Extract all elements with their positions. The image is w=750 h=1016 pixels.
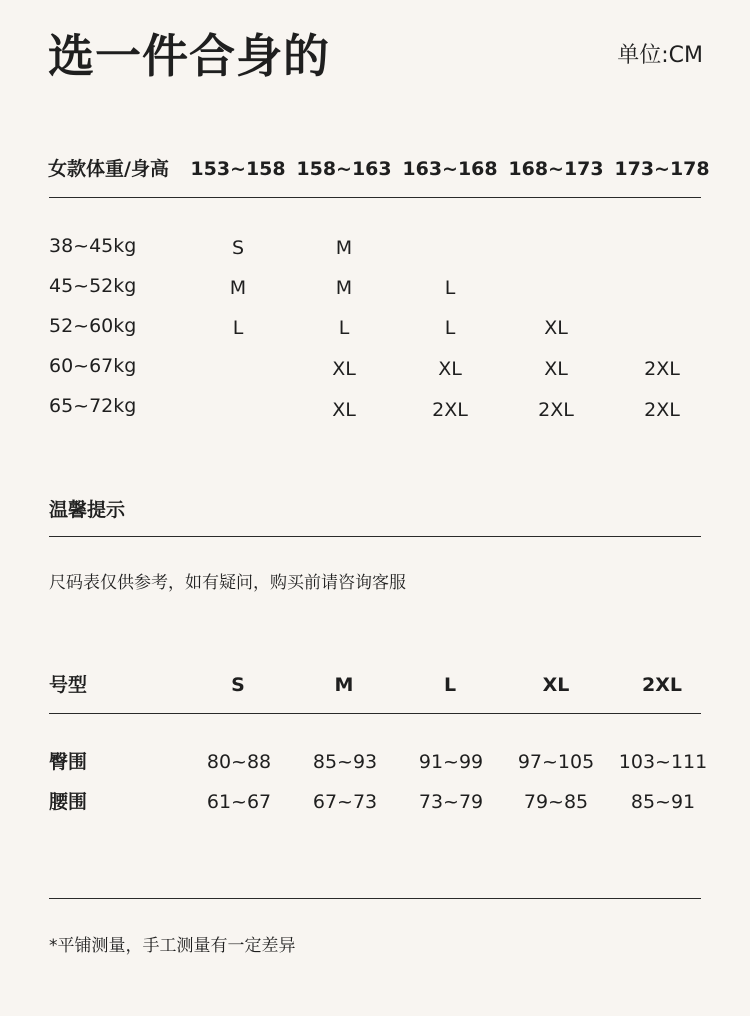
measure-table-divider (49, 713, 701, 714)
height-column-header: 153~158 (190, 158, 286, 180)
size-cell: 2XL (644, 358, 680, 380)
size-cell: L (444, 317, 456, 339)
measure-cell: 103~111 (618, 751, 708, 773)
height-column-header: 158~163 (296, 158, 392, 180)
size-column-header: 2XL (642, 674, 682, 696)
measure-cell: 85~93 (312, 751, 378, 773)
measure-cell: 73~79 (418, 791, 484, 813)
measure-cell: 85~91 (630, 791, 696, 813)
unit-label: 单位:CM (617, 43, 703, 68)
weight-row-label: 45~52kg (49, 275, 137, 297)
measure-cell: 67~73 (312, 791, 378, 813)
page-title: 选一件合身的 (48, 29, 330, 83)
size-cell: M (229, 277, 247, 299)
height-column-header: 168~173 (508, 158, 604, 180)
weight-row-label: 52~60kg (49, 315, 137, 337)
size-cell: XL (332, 399, 356, 421)
footnote: *平铺测量，手工测量有一定差异 (49, 936, 296, 956)
measure-cell: 91~99 (418, 751, 484, 773)
size-column-header: S (231, 674, 245, 696)
measure-row-label: 腰围 (49, 791, 88, 813)
height-column-header: 163~168 (402, 158, 498, 180)
size-cell: 2XL (644, 399, 680, 421)
size-column-header: L (443, 674, 457, 696)
measure-cell: 97~105 (517, 751, 595, 773)
size-cell: XL (438, 358, 462, 380)
height-column-header: 173~178 (614, 158, 710, 180)
size-cell: XL (332, 358, 356, 380)
size-cell: M (335, 237, 353, 259)
weight-height-header-label: 女款体重/身高 (48, 158, 169, 180)
size-cell: XL (544, 358, 568, 380)
weight-row-label: 38~45kg (49, 235, 137, 257)
tips-title: 温馨提示 (49, 499, 126, 521)
size-cell: 2XL (538, 399, 574, 421)
measure-row-label: 臀围 (49, 751, 88, 773)
size-cell: M (335, 277, 353, 299)
weight-row-label: 60~67kg (49, 355, 137, 377)
measure-cell: 80~88 (206, 751, 272, 773)
size-column-header: M (334, 674, 354, 696)
footer-divider (49, 898, 701, 899)
tips-text: 尺码表仅供参考，如有疑问，购买前请咨询客服 (49, 573, 406, 593)
weight-row-label: 65~72kg (49, 395, 137, 417)
size-column-header: XL (542, 674, 570, 696)
tips-divider (49, 536, 701, 537)
size-cell: 2XL (432, 399, 468, 421)
weight-table-divider (49, 197, 701, 198)
size-cell: L (444, 277, 456, 299)
size-header-label: 号型 (49, 674, 88, 696)
size-cell: XL (544, 317, 568, 339)
size-cell: L (232, 317, 244, 339)
measure-cell: 61~67 (206, 791, 272, 813)
size-cell: L (338, 317, 350, 339)
measure-cell: 79~85 (523, 791, 589, 813)
size-cell: S (231, 237, 245, 259)
